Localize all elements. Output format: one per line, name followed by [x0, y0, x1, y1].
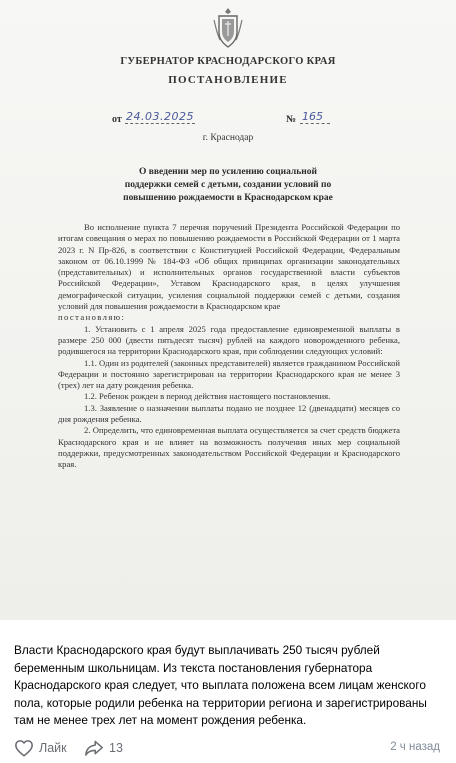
number-underline [300, 123, 330, 124]
share-count: 13 [109, 741, 123, 755]
decree-word: постановляю: [58, 312, 126, 323]
post-timestamp: 2 ч назад [390, 741, 440, 753]
city: г. Краснодар [202, 133, 254, 143]
subject-line: О введении мер по усилению социальной [139, 167, 317, 177]
item-1-2: 1.2. Ребенок рожден в период действия настоящего постановления. [84, 391, 331, 402]
date-prefix: от [112, 114, 122, 125]
decree-body [58, 222, 400, 471]
decree-subject [118, 166, 338, 205]
post-caption: Власти Краснодарского края будут выплачивать 250 тысяч рублей беременным школьницам. Из текста постановления губернатора Краснодарского края следует, что выплата положена всем лицам женского пола, которые родили ребенка на территории региона и зарегистрированы там не менее трех лет на момент рождения ребенка. [14, 643, 427, 727]
item-1-1: 1.1. Один из родителей (законных представителей) является гражданином Российской Федерации и постоянно зарегистрирован на территории Краснодарского края не менее 3 (трех) лет на дату рождения ребенка. [58, 357, 401, 391]
preamble: Во исполнение пункта 7 перечня поручений Президента Российской Федерации по итогам совещания о мерах по повышению рождаемости в Российской Федерации от 1 марта 2023 г. N Пр-826, в соответствии с Конституцией Российской Федерации, Федеральным законом от 06.10.1999 № 184-ФЗ «Об общих принципах организации законодательных (представительных) и исполнительных органов государственной власти субъектов Российской Федерации», Уставом Краснодарского края, в целях улучшения демографической ситуации, усиления социальной поддержки семей с детьми, создания условий для повышения рождаемости в Краснодарском крае [58, 222, 400, 312]
governor-title: ГУБЕРНАТОР КРАСНОДАРСКОГО КРАЯ [120, 56, 336, 67]
date-underline [125, 123, 195, 124]
document-type: ПОСТАНОВЛЕНИЕ [168, 74, 288, 86]
subject-line: повышению рождаемости в Краснодарском крае [123, 193, 333, 203]
share-button[interactable] [84, 738, 123, 758]
coat-of-arms-icon [212, 6, 244, 50]
heart-icon [14, 739, 34, 757]
post-actions [0, 736, 456, 760]
item-1-3: 1.3. Заявление о назначении выплаты подано не позднее 12 (двенадцати) месяцев со дня рождения ребенка. [58, 402, 400, 425]
like-label: Лайк [39, 741, 67, 755]
date-number-row [0, 110, 456, 130]
item-2: 2. Определить, что единовременная выплата осуществляется за счет средств бюджета Краснодарского края и не влияет на возможность получения иных мер социальной поддержки, предусмотренных законодательством Российской Федерации и Краснодарского края. [58, 425, 400, 470]
share-arrow-icon [84, 739, 104, 757]
like-button[interactable] [14, 738, 67, 758]
item-1: 1. Установить с 1 апреля 2025 года предоставление единовременной выплаты в размере 250 000 (двести пятьдесят тысяч) рублей на каждого новорожденного ребенка, родившегося на территории Краснодарского края, при соблюдении следующих условий: [58, 323, 400, 357]
number-prefix: № [286, 114, 297, 125]
date-value: 24.03.2025 [126, 110, 194, 123]
subject-line: поддержки семей с детьми, создании условий по [124, 180, 332, 190]
number-value: 165 [302, 110, 323, 123]
